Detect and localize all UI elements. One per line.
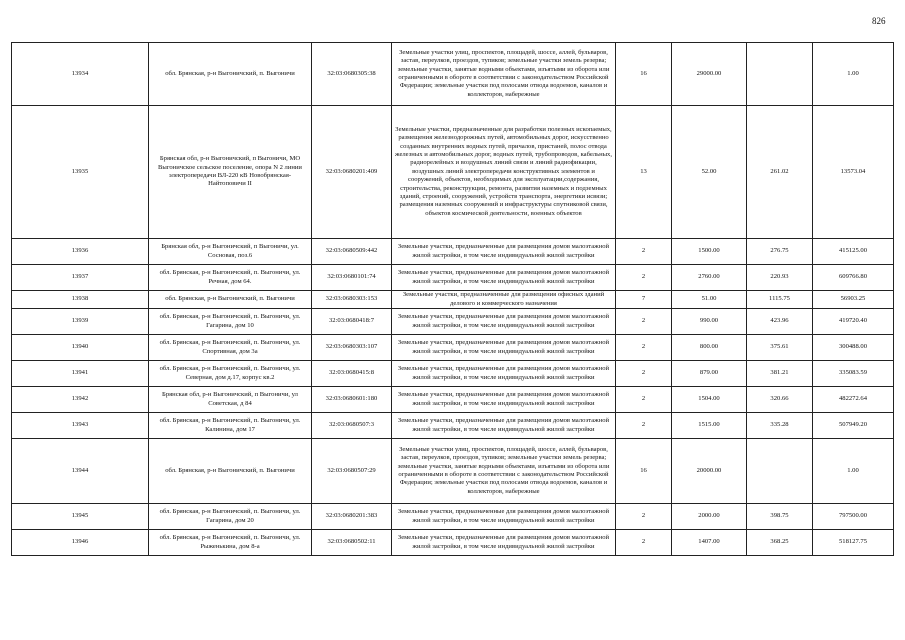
address-cell: обл. Брянская, р-н Выгоничский, п. Выгоничи	[149, 291, 312, 309]
specific-value-cell: 375.61	[747, 335, 813, 361]
address-cell: Брянская обл, р-н Выгоничский, п Выгоничи, ул. Сосновая, поз.6	[149, 239, 312, 265]
row-number-cell: 13941	[12, 361, 149, 387]
area-cell: 2760.00	[672, 265, 747, 291]
group-code-cell: 13	[616, 106, 672, 239]
group-code-cell: 2	[616, 239, 672, 265]
land-use-cell: Земельные участки, предназначенные для размещения домов малоэтажной жилой застройки, в том числе индивидуальной жилой застройки	[392, 309, 616, 335]
table-row	[12, 504, 894, 530]
land-use-cell: Земельные участки, предназначенные для размещения домов малоэтажной жилой застройки, в том числе индивидуальной жилой застройки	[392, 413, 616, 439]
area-cell: 1500.00	[672, 239, 747, 265]
cadastral-value-cell: 1.00	[813, 43, 894, 106]
group-code-cell: 2	[616, 309, 672, 335]
row-number-cell: 13934	[12, 43, 149, 106]
row-number-cell: 13942	[12, 387, 149, 413]
specific-value-cell: 320.66	[747, 387, 813, 413]
area-cell: 52.00	[672, 106, 747, 239]
row-number-cell: 13944	[12, 439, 149, 504]
table-row	[12, 106, 894, 239]
group-code-cell: 2	[616, 504, 672, 530]
group-code-cell: 2	[616, 265, 672, 291]
cadastral-value-cell: 1.00	[813, 439, 894, 504]
table-row	[12, 387, 894, 413]
cadastral-value-cell: 300488.00	[813, 335, 894, 361]
table-row	[12, 309, 894, 335]
row-number-cell: 13935	[12, 106, 149, 239]
group-code-cell: 2	[616, 530, 672, 556]
land-use-cell: Земельные участки, предназначенные для размещения домов малоэтажной жилой застройки, в том числе индивидуальной жилой застройки	[392, 387, 616, 413]
address-cell: обл. Брянская, р-н Выгоничский, п. Выгоничи, ул. Калинина, дом 17	[149, 413, 312, 439]
table-row	[12, 439, 894, 504]
specific-value-cell: 335.28	[747, 413, 813, 439]
specific-value-cell: 1115.75	[747, 291, 813, 309]
land-use-cell: Земельные участки, предназначенные для размещения домов малоэтажной жилой застройки, в том числе индивидуальной жилой застройки	[392, 239, 616, 265]
cadastral-number-cell: 32:03:0680201:383	[312, 504, 392, 530]
area-cell: 879.00	[672, 361, 747, 387]
specific-value-cell: 381.21	[747, 361, 813, 387]
cadastral-value-cell: 518127.75	[813, 530, 894, 556]
cadastral-number-cell: 32:03:0680303:107	[312, 335, 392, 361]
land-use-cell: Земельные участки, предназначенные для разработки полезных ископаемых, размещения железнодорожных путей, автомобильных дорог, искусственно созданных внутренних водных путей, причалов, пристаней, полос отвода железных и автомобильных дорог, водных путей, трубопроводов, кабельных, радиорелейных и воздушных линий связи и линий радиофикации, воздушных линий электропередачи конструктивных элементов и сооружений, объектов, необходимых для эксплуатации,содержания, строительства, реконструкции, ремонта, развития наземных и подземных зданий, строений, сооружений, устройств транспорта, энергетики иcвязи; размещения наземных сооружений и инфраструктуры спутниковой связи, объектов космической деятельности, военных объектов	[392, 106, 616, 239]
table-row	[12, 43, 894, 106]
cadastral-number-cell: 32:03:0680502:11	[312, 530, 392, 556]
row-number-cell: 13937	[12, 265, 149, 291]
table-row	[12, 413, 894, 439]
address-cell: обл. Брянская, р-н Выгоничский, п. Выгоничи, ул. Гагарина, дом 20	[149, 504, 312, 530]
table-row	[12, 530, 894, 556]
land-use-cell: Земельные участки, предназначенные для размещения домов малоэтажной жилой застройки, в том числе индивидуальной жилой застройки	[392, 361, 616, 387]
area-cell: 800.00	[672, 335, 747, 361]
address-cell: обл. Брянская, р-н Выгоничский, п. Выгоничи, ул. Рыженькина, дом 8-а	[149, 530, 312, 556]
table-row	[12, 265, 894, 291]
group-code-cell: 2	[616, 361, 672, 387]
cadastral-value-cell: 415125.00	[813, 239, 894, 265]
table-body	[12, 43, 894, 556]
land-use-cell: Земельные участки, предназначенные для размещения офисных зданий делового и коммерческого назначения	[392, 291, 616, 309]
row-number-cell: 13936	[12, 239, 149, 265]
address-cell: Брянская обл, р-н Выгоничский, п Выгоничи, ул Советская, д 84	[149, 387, 312, 413]
address-cell: обл. Брянская, р-н Выгоничский, п. Выгоничи, ул. Речная, дом 64.	[149, 265, 312, 291]
group-code-cell: 2	[616, 335, 672, 361]
cadastral-number-cell: 32:03:0680601:180	[312, 387, 392, 413]
area-cell: 51.00	[672, 291, 747, 309]
address-cell: обл. Брянская, р-н Выгоничский, п. Выгоничи, ул. Спортивная, дом 3а	[149, 335, 312, 361]
area-cell: 1515.00	[672, 413, 747, 439]
row-number-cell: 13943	[12, 413, 149, 439]
table-row	[12, 239, 894, 265]
cadastral-value-cell: 507949.20	[813, 413, 894, 439]
page-number: 826	[872, 16, 886, 26]
cadastral-value-cell: 13573.04	[813, 106, 894, 239]
specific-value-cell: 398.75	[747, 504, 813, 530]
group-code-cell: 16	[616, 439, 672, 504]
cadastral-value-cell: 482272.64	[813, 387, 894, 413]
land-use-cell: Земельные участки улиц, проспектов, площадей, шоссе, аллей, бульваров, застав, переулков, проездов, тупиков; земельные участки земель резерва; земельные участки, занятые водными объектами, изъятыми из оборота или ограниченными в обороте в соответствии с законодательством Российской Федерации; земельные участки под полосами отвода водоемов, каналов и коллекторов, набережные	[392, 43, 616, 106]
cadastral-number-cell: 32:03:0680509:442	[312, 239, 392, 265]
cadastral-number-cell: 32:03:0680101:74	[312, 265, 392, 291]
land-use-cell: Земельные участки улиц, проспектов, площадей, шоссе, аллей, бульваров, застав, переулков, проездов, тупиков; земельные участки земель резерва; земельные участки, занятые водными объектами, изъятыми из оборота или ограниченными в обороте в соответствии с законодательством Российской Федерации; земельные участки под полосами отвода водоемов, каналов и коллекторов, набережные	[392, 439, 616, 504]
group-code-cell: 16	[616, 43, 672, 106]
row-number-cell: 13945	[12, 504, 149, 530]
land-use-cell: Земельные участки, предназначенные для размещения домов малоэтажной жилой застройки, в том числе индивидуальной жилой застройки	[392, 265, 616, 291]
cadastral-value-cell: 335083.59	[813, 361, 894, 387]
row-number-cell: 13939	[12, 309, 149, 335]
area-cell: 29000.00	[672, 43, 747, 106]
specific-value-cell	[747, 43, 813, 106]
table-row	[12, 335, 894, 361]
table-row	[12, 291, 894, 309]
specific-value-cell: 276.75	[747, 239, 813, 265]
specific-value-cell: 261.02	[747, 106, 813, 239]
group-code-cell: 2	[616, 413, 672, 439]
cadastral-number-cell: 32:03:0680305:38	[312, 43, 392, 106]
specific-value-cell: 423.96	[747, 309, 813, 335]
row-number-cell: 13946	[12, 530, 149, 556]
specific-value-cell: 368.25	[747, 530, 813, 556]
area-cell: 20000.00	[672, 439, 747, 504]
cadastral-number-cell: 32:03:0680201:409	[312, 106, 392, 239]
address-cell: обл. Брянская, р-н Выгоничский, п. Выгоничи	[149, 43, 312, 106]
cadastral-value-cell: 797500.00	[813, 504, 894, 530]
cadastral-number-cell: 32:03:0680507:3	[312, 413, 392, 439]
land-use-cell: Земельные участки, предназначенные для размещения домов малоэтажной жилой застройки, в том числе индивидуальной жилой застройки	[392, 504, 616, 530]
land-use-cell: Земельные участки, предназначенные для размещения домов малоэтажной жилой застройки, в том числе индивидуальной жилой застройки	[392, 335, 616, 361]
area-cell: 1504.00	[672, 387, 747, 413]
table-row	[12, 361, 894, 387]
cadastral-number-cell: 32:03:0680303:153	[312, 291, 392, 309]
specific-value-cell: 220.93	[747, 265, 813, 291]
cadastral-value-cell: 609766.80	[813, 265, 894, 291]
cadastral-number-cell: 32:03:0680415:8	[312, 361, 392, 387]
row-number-cell: 13940	[12, 335, 149, 361]
cadastral-number-cell: 32:03:0680418:7	[312, 309, 392, 335]
address-cell: обл. Брянская, р-н Выгоничский, п. Выгоничи, ул. Северная, дом д.17, корпус кв.2	[149, 361, 312, 387]
row-number-cell: 13938	[12, 291, 149, 309]
specific-value-cell	[747, 439, 813, 504]
area-cell: 1407.00	[672, 530, 747, 556]
cadastral-value-cell: 419720.40	[813, 309, 894, 335]
area-cell: 2000.00	[672, 504, 747, 530]
group-code-cell: 7	[616, 291, 672, 309]
cadastral-number-cell: 32:03:0680507:29	[312, 439, 392, 504]
area-cell: 990.00	[672, 309, 747, 335]
group-code-cell: 2	[616, 387, 672, 413]
cadastral-value-table	[11, 42, 894, 556]
address-cell: обл. Брянская, р-н Выгоничский, п. Выгоничи	[149, 439, 312, 504]
address-cell: Брянская обл, р-н Выгоничский, п Выгоничи, МО Выгоничское сельское поселение, опора N 2 линии электропередачи ВЛ-220 кВ Новобрянская- Найтоповичи II	[149, 106, 312, 239]
land-use-cell: Земельные участки, предназначенные для размещения домов малоэтажной жилой застройки, в том числе индивидуальной жилой застройки	[392, 530, 616, 556]
address-cell: обл. Брянская, р-н Выгоничский, п. Выгоничи, ул. Гагарина, дом 10	[149, 309, 312, 335]
cadastral-value-cell: 56903.25	[813, 291, 894, 309]
